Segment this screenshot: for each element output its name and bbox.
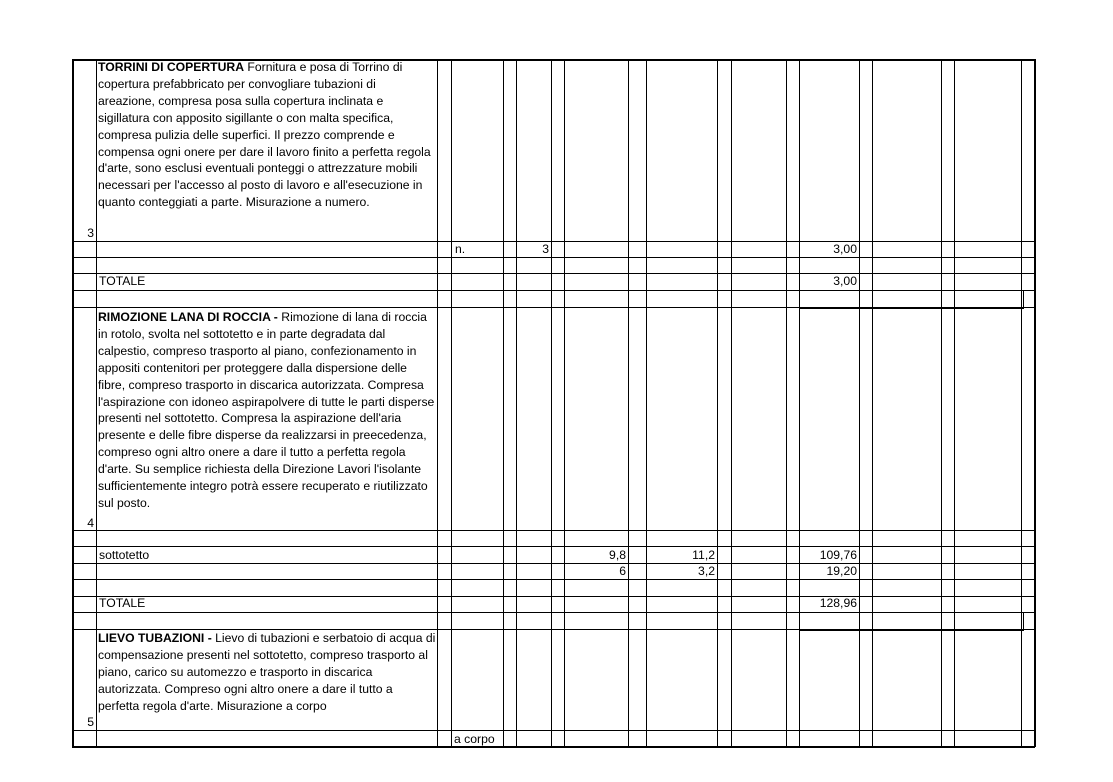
grid-line (786, 59, 787, 747)
item-3-number: 3 (87, 226, 94, 240)
item-3-qty: 3 (542, 242, 549, 256)
grid-line (96, 59, 97, 747)
grid-line (72, 746, 1035, 748)
grid-line (516, 59, 517, 747)
grid-line (1021, 59, 1022, 747)
item-4-description (98, 309, 436, 512)
grid-line (872, 59, 873, 747)
item-5-text: Lievo di tubazioni e serbatoio di acqua di compensazione presenti nel sottotetto, compreso trasporto al piano, carico su automezzo e trasporto in discarica autorizzata. Compreso ogni altro onere a dare il tutto a perfetta regola d'arte. Misurazione a corpo (98, 631, 436, 713)
item-4-number: 4 (87, 516, 94, 530)
item-3-total-value: 3,00 (833, 274, 857, 288)
item-4-row-a: 9,8 (609, 548, 626, 562)
item-5-number: 5 (87, 715, 94, 729)
item-3-title: TORRINI DI COPERTURA (98, 60, 245, 74)
grid-line (731, 59, 732, 747)
grid-line (551, 59, 552, 747)
grid-line (954, 59, 955, 747)
grid-line (72, 257, 1035, 258)
item-4-row-result: 109,76 (819, 548, 857, 562)
item-3-description (98, 59, 436, 211)
item-5-title: LIEVO TUBAZIONI - (98, 631, 212, 645)
grid-line (72, 273, 1035, 274)
grid-line (564, 59, 565, 747)
grid-line (72, 546, 1035, 547)
grid-line (72, 530, 1035, 531)
item-3-unit: n. (455, 242, 466, 256)
item-4-row-result: 19,20 (826, 564, 857, 578)
grid-line (72, 241, 1035, 242)
item-4-row-b: 3,2 (698, 564, 715, 578)
total-box (799, 612, 1024, 631)
item-5-description (98, 630, 436, 715)
item-4-row-b: 11,2 (692, 548, 715, 562)
grid-line (799, 59, 800, 747)
item-3-text: Fornitura e posa di Torrino di copertura prefabbricato per convogliare tubazioni di areazione, compresa posa sulla copertura inclinata e sigillatura con apposito sigillante o con malta specifica, compresa pulizia delle superfici. Il prezzo comprende e compensa ogni onere per dare il lavoro finito a perfetta regola d'arte, sono esclusi eventuali ponteggi o attrezzature mobili necessari per l'accesso al posto di lavoro e all'esecuzione in quanto conteggiati a parte. Misurazione a numero. (98, 60, 431, 210)
grid-line (646, 59, 647, 747)
grid-line (503, 59, 504, 747)
grid-line (72, 579, 1035, 580)
item-4-row-a: 6 (619, 564, 626, 578)
grid-line (72, 563, 1035, 564)
item-4-text: Rimozione di lana di roccia in rotolo, svolta nel sottotetto e in parte degradata dal calpestio, compreso trasporto al piano, confezionamento in appositi contenitori per proteggere dalla dispersione delle fibre, compreso trasporto in discarica autorizzata. Compresa l'aspirazione con idoneo aspirapolvere di tutte le parti disperse presenti nel sottotetto. Compresa la aspirazione dell'aria presente e delle fibre disperse da realizzarsi in preecedenza, compreso ogni altro onere a dare il tutto a perfetta regola d'arte. Su semplice richiesta della Direzione Lavori l'isolante sufficientemente integro potrà essere recuperato e riutilizzato sul posto. (98, 310, 435, 510)
item-4-total-label: TOTALE (99, 596, 146, 610)
item-4-total-value: 128,96 (819, 596, 857, 610)
grid-line (72, 59, 74, 747)
grid-line (859, 59, 860, 747)
grid-line (72, 596, 1035, 597)
grid-line (437, 59, 438, 747)
item-4-row-label: sottotetto (99, 548, 150, 562)
item-5-unit: a corpo (454, 732, 495, 746)
grid-line (1034, 59, 1036, 747)
grid-line (941, 59, 942, 747)
grid-line (72, 730, 1035, 731)
item-3-total-label: TOTALE (99, 274, 146, 288)
grid-line (628, 59, 629, 747)
item-4-title: RIMOZIONE LANA DI ROCCIA - (98, 310, 278, 324)
total-box (799, 290, 1024, 309)
grid-line (717, 59, 718, 747)
item-3-result: 3,00 (833, 242, 857, 256)
grid-line (451, 59, 452, 747)
